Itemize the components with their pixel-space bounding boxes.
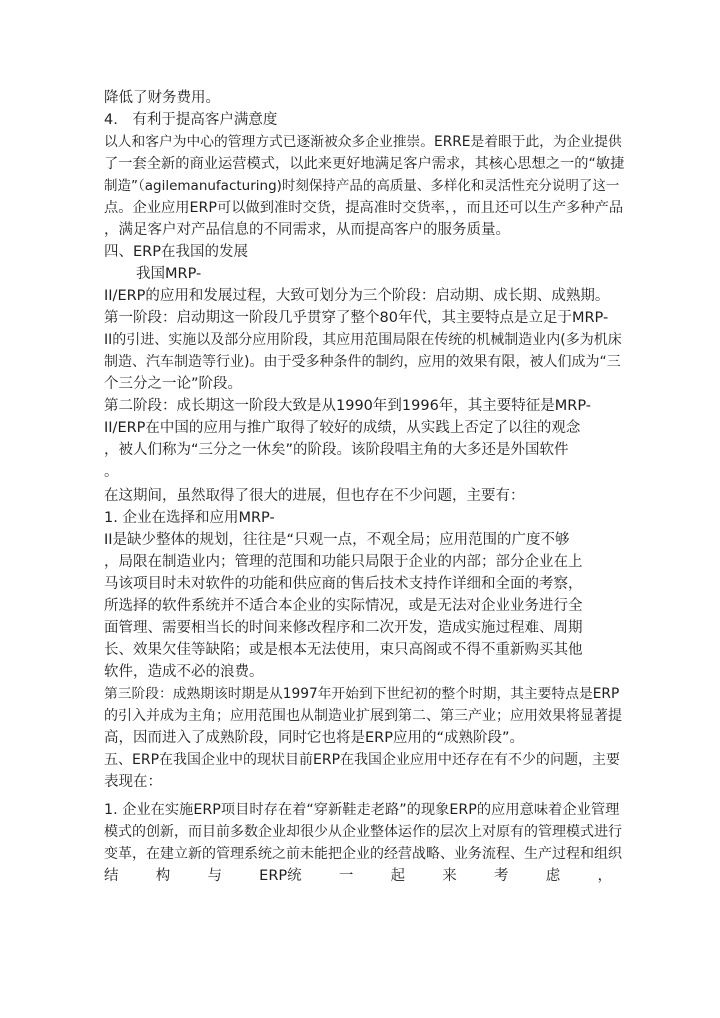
text-line: 第三阶段：成熟期该时期是从1997年开始到下世纪初的整个时期，其主要特点是ERP bbox=[104, 686, 620, 702]
text-line: 高，因而进入了成熟阶段，同时它也将是ERP应用的“成熟阶段”。 bbox=[104, 730, 525, 746]
word: 考 bbox=[494, 868, 509, 884]
text-line: 以人和客户为中心的管理方式已逐渐被众多企业推崇。ERRE是着眼于此，为企业提供 bbox=[104, 134, 622, 150]
text-line: 长、效果欠佳等缺陷；或是根本无法使用，束只高阁或不得不重新购买其他 bbox=[104, 642, 583, 658]
word: 起 bbox=[390, 868, 406, 884]
section-heading: 四、ERP在我国的发展 bbox=[104, 244, 248, 260]
word: 来 bbox=[442, 868, 457, 884]
text-line: 点。企业应用ERP可以做到准时交货，提高准时交货率，，而且还可以生产多种产品 bbox=[104, 200, 624, 216]
text-line: 我国MRP- bbox=[136, 266, 202, 282]
text-line: ，满足客户对产品信息的不同需求，从而提高客户的服务质量。 bbox=[104, 222, 510, 238]
text-line: ，被人们称为“三分之一休矣”的阶段。该阶段唱主角的大多还是外国软件 bbox=[104, 442, 569, 458]
section-heading: 五、ERP在我国企业中的现状目前ERP在我国企业应用中还存在有不少的问题，主要 bbox=[104, 752, 621, 768]
list-item: 1. 企业在选择和应用MRP- bbox=[104, 510, 275, 526]
list-item: 1. 企业在实施ERP项目时存在着“穿新鞋走老路”的现象ERP的应用意味着企业管理 bbox=[104, 802, 620, 818]
word: 构 bbox=[155, 868, 171, 884]
text-line: II/ERP的应用和发展过程，大致可划分为三个阶段：启动期、成长期、成熟期。 bbox=[104, 288, 610, 304]
text-line: 软件，造成不必的浪费。 bbox=[104, 664, 264, 680]
text-line: 第一阶段：启动期这一阶段几乎贯穿了整个80年代，其主要特点是立足于MRP- bbox=[104, 310, 609, 326]
text-line: II是缺少整体的规划，往往是“只观一点，不观全局；应用范围的广度不够 bbox=[104, 532, 570, 548]
text-line: 制造”（agilemanufacturing)时刻保持产品的高质量、多样化和灵活性充分说明了这一 bbox=[104, 178, 620, 194]
text-line: 制造、汽车制造等行业)。由于受多种条件的制约，应用的效果有限，被人们成为“三 bbox=[104, 354, 621, 370]
word: 虑 bbox=[545, 868, 561, 884]
text-line: 了一套全新的商业运营模式，以此来更好地满足客户需求，其核心思想之一的“敏捷 bbox=[104, 156, 625, 172]
text-line: 个三分之一论”阶段。 bbox=[104, 376, 243, 392]
text-line: 在这期间，虽然取得了很大的进展，但也存在不少问题，主要有： bbox=[104, 488, 525, 504]
text-line: 面管理、需要相当长的时间来修改程序和二次开发，造成实施过程难、周期 bbox=[104, 620, 583, 636]
word: ， bbox=[597, 868, 612, 884]
justified-line bbox=[104, 864, 612, 888]
text-line: 的引入并成为主角；应用范围也从制造业扩展到第二、第三产业；应用效果将显著提 bbox=[104, 708, 622, 724]
text-line: 模式的创新，而目前多数企业却很少从企业整体运作的层次上对原有的管理模式进行 bbox=[104, 824, 622, 840]
word: 一 bbox=[338, 868, 354, 884]
word: ERP统 bbox=[259, 868, 302, 884]
text-line: 所选择的软件系统并不适合本企业的实际情况，或是无法对企业业务进行全 bbox=[104, 598, 583, 614]
text-line: 表现在： bbox=[104, 774, 162, 790]
word: 结 bbox=[104, 868, 119, 884]
text-line: II的引进、实施以及部分应用阶段，其应用范围局限在传统的机械制造业内(多为机床 bbox=[104, 332, 622, 348]
text-line: II/ERP在中国的应用与推广取得了较好的成绩，从实践上否定了以往的观念 bbox=[104, 420, 581, 436]
text-line: 降低了财务费用。 bbox=[104, 90, 220, 106]
text-line: 变革，在建立新的管理系统之前未能把企业的经营战略、业务流程、生产过程和组织 bbox=[104, 846, 622, 862]
text-line: ，局限在制造业内；管理的范围和功能只局限于企业的内部；部分企业在上 bbox=[104, 554, 583, 570]
text-line: 第二阶段：成长期这一阶段大致是从1990年到1996年，其主要特征是MRP- bbox=[104, 398, 592, 414]
word: 与 bbox=[207, 868, 222, 884]
text-line: 马该项目时未对软件的功能和供应商的售后技术支持作详细和全面的考察， bbox=[104, 576, 583, 592]
section-heading: 4. 有利于提高客户满意度 bbox=[104, 112, 278, 128]
text-line: 。 bbox=[104, 464, 119, 480]
